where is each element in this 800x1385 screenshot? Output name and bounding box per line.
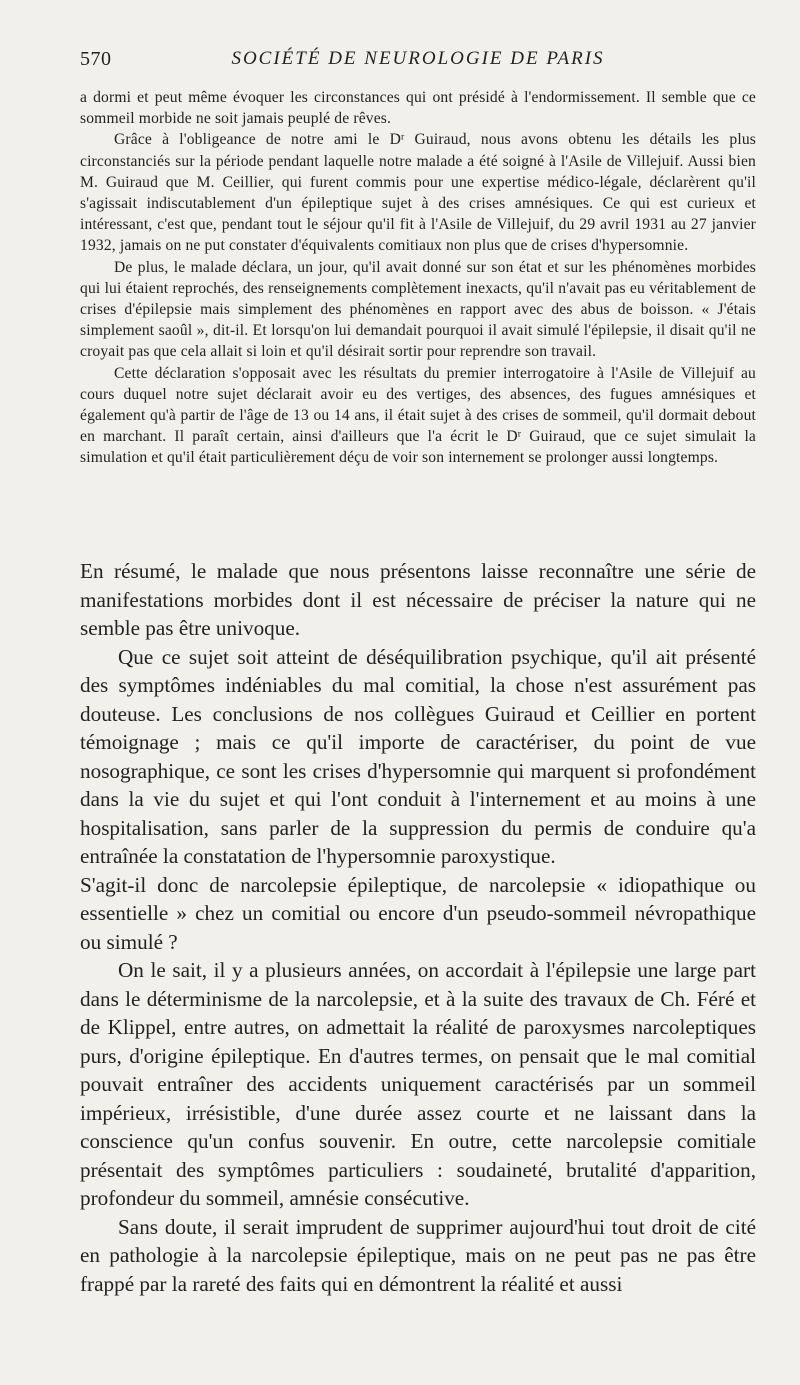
text-run: Guiraud, nous avons obtenu les détails les plus circonstanciés sur la période pendant laquelle notre malade a été soigné à l'Asile de Villejuif. Aussi bien M. Guiraud que M. Ceillier, qui furent commis pour une expertise médico-légale, déclarèrent qu'il s'agissait indiscutablement d'un épileptique sujet à des crises amnésiques. Ce qui est curieux et intéressant, c'est que, pendant tout le séjour qu'il fit à l'Asile de Villejuif, du 29 avril 1931 au 27 janvier 1932, jamais on ne put constater d'équivalents comitiaux non plus que de crises d'hypersomnie. — [80, 131, 756, 255]
paragraph: Sans doute, il serait imprudent de supprimer aujourd'hui tout droit de cité en pathologie à la narcolepsie épileptique, mais on ne peut pas ne pas être frappé par la rareté des faits qui en démontrent la réalité et aussi — [80, 1214, 756, 1296]
paragraph: S'agit-il donc de narcolepsie épileptique, de narcolepsie « idiopathique ou essentielle » chez un comitial ou encore d'un pseudo-sommeil névropathique ou simulé ? — [80, 872, 756, 954]
page-number: 570 — [80, 48, 112, 70]
paragraph: En résumé, le malade que nous présentons laisse reconnaître une série de manifestations morbides dont il est nécessaire de préciser la nature qui ne semble pas être univoque. — [80, 559, 756, 640]
paragraph — [80, 363, 756, 469]
text-run: Grâce à l'obligeance de notre ami le D — [114, 131, 401, 149]
paragraph: On le sait, il y a plusieurs années, on accordait à l'épilepsie une large part dans le déterminisme de la narcolepsie, et à la suite des travaux de Ch. Féré et de Klippel, entre autres, on admettait la réalité de paroxysmes narcoleptiques purs, d'origine épileptique. En d'autres termes, on pensait que le mal comitial pouvait entraîner des accidents uniquement caractérisés par un sommeil impérieux, irrésistible, d'une durée assez courte et ne laissant dans la conscience qu'un confus souvenir. En outre, cette narcolepsie comitiale présentait des symptômes particuliers : soudaineté, brutalité d'apparition, profondeur du sommeil, amnésie consécutive. — [80, 958, 756, 1210]
paragraph: a dormi et peut même évoquer les circonstances qui ont présidé à l'endormissement. Il semble que ce sommeil morbide ne soit jamais peuplé de rêves. — [80, 89, 756, 128]
paragraph: Que ce sujet soit atteint de déséquilibration psychique, qu'il ait présenté des symptômes indéniables du mal comitial, la chose n'est assurément pas douteuse. Les conclusions de nos collègues Guiraud et Ceillier en portent témoignage ; mais ce qu'il importe de caractériser, du point de vue nosographique, ce sont les crises d'hypersomnie qui marquent si profondément dans la vie du sujet et qui l'ont conduit à l'internement et au moins à une hospitalisation, sans parler de la suppression du permis de conduire qu'a entraînée la constatation de l'hypersomnie paroxystique. — [80, 644, 756, 868]
running-title: SOCIÉTÉ DE NEUROLOGIE DE PARIS — [231, 48, 605, 69]
superscript: r — [401, 132, 405, 144]
superscript: r — [517, 428, 522, 440]
discussion-large-text — [80, 557, 756, 1298]
paragraph: De plus, le malade déclara, un jour, qu'il avait donné sur son état et sur les phénomènes morbides qui lui étaient reprochés, des renseignements complètement inexacts, qu'il n'avait pas eu véritablement de crises d'épilepsie mais simplement des phénomènes en rapport avec des abus de boisson. « J'étais simplement saoûl », dit-il. Et lorsqu'on lui demandait pourquoi il avait simulé l'épilepsie, il disait qu'il ne croyait pas que cela allait si loin et qu'il désirait sortir pour reprendre son travail. — [80, 258, 756, 361]
page-header — [80, 48, 756, 80]
paragraph — [80, 129, 756, 256]
text-run: Guiraud, que ce sujet simulait la simulation et qu'il était particulièrement déçu de voir son internement se prolonger aussi longtemps. — [80, 428, 756, 467]
text-run: Cette déclaration s'opposait avec les résultats du premier interrogatoire à l'Asile de Villejuif au cours duquel notre sujet déclarait avoir eu des vertiges, des absences, des fugues amnésiques et également qu'à partir de l'âge de 13 ou 14 ans, il était sujet à des crises de sommeil, qu'il dormait debout en marchant. Il paraît certain, ainsi d'ailleurs que l'a écrit le D — [80, 364, 756, 446]
case-report-small-text — [80, 87, 756, 469]
